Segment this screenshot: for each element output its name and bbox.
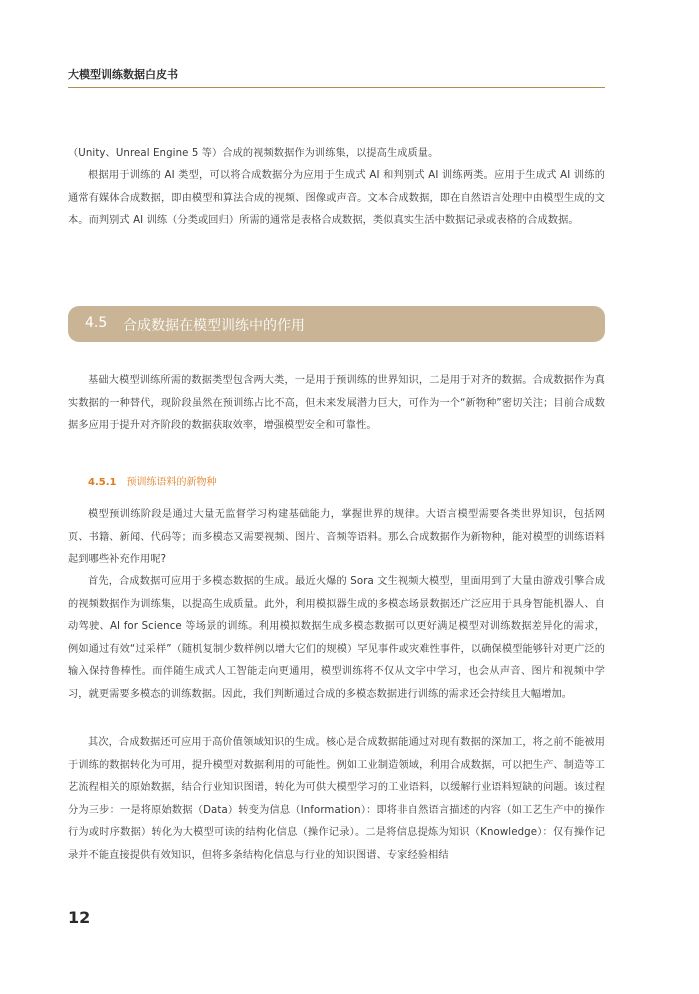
section-title: 合成数据在模型训练中的作用	[123, 318, 305, 334]
paragraph-domain-knowledge: 其次，合成数据还可应用于高价值领域知识的生成。核心是合成数据能通过对现有数据的深加工，将之前不能被用于训练的数据转化为可用，提升模型对数据利用的可能性。例如工业制造领域，利用合成数据，可以把生产、制造等工艺流程相关的原始数据，结合行业知识图谱，转化为可供大模型学习的工业语料，以缓解行业语料短缺的问题。该过程分为三步：一是将原始数据（Data）转变为信息（Information）：即将非自然语言描述的内容（如工艺生产中的操作行为或时序数据）转化为大模型可读的结构化信息（操作记录）。二是将信息提炼为知识（Knowledge）：仅有操作记录并不能直接提供有效知识，但将多条结构化信息与行业的知识图谱、专家经验相结	[68, 737, 605, 861]
paragraph-pretraining: 模型预训练阶段是通过大量无监督学习构建基础能力，掌握世界的规律。大语言模型需要各类世界知识，包括网页、书籍、新闻、代码等；而多模态又需要视频、图片、音频等语料。那么合成数据作为新物种，能对模型的训练语料起到哪些补充作用呢?	[68, 509, 605, 565]
section-number: 4.5	[85, 315, 108, 331]
section-heading-band	[68, 306, 605, 342]
paragraph-section-intro: 基础大模型训练所需的数据类型包含两大类，一是用于预训练的世界知识，二是用于对齐的数据。合成数据作为真实数据的一种替代，现阶段虽然在预训练占比不高，但未来发展潜力巨大，可作为一个“新物种”密切关注；目前合成数据多应用于提升对齐阶段的数据获取效率，增强模型安全和可靠性。	[68, 375, 605, 431]
header-divider	[68, 87, 605, 88]
running-header: 大模型训练数据白皮书	[68, 68, 178, 81]
subsection-title: 预训练语料的新物种	[126, 477, 217, 488]
paragraph-multimodal: 首先，合成数据可应用于多模态数据的生成。最近火爆的 Sora 文生视频大模型，里面用到了大量由游戏引擎合成的视频数据作为训练集，以提高生成质量。此外，利用模拟器生成的多模态场景数据还广泛应用于具身智能机器人、自动驾驶、AI for Science 等场景的训练。利用模拟数据生成多模态数据可以更好满足模型对训练数据差异化的需求，例如通过有效“过采样”（随机复制少数样例以增大它们的规模）罕见事件或灾难性事件，以确保模型能够针对更广泛的输入保持鲁棒性。而伴随生成式人工智能走向更通用，模型训练将不仅从文字中学习，也会从声音、图片和视频中学习，就更需要多模态的训练数据。因此，我们判断通过合成的多模态数据进行训练的需求还会持续且大幅增加。	[68, 576, 605, 700]
subsection-heading	[88, 473, 216, 488]
subsection-number: 4.5.1	[88, 477, 117, 488]
paragraph-ai-types: 根据用于训练的 AI 类型，可以将合成数据分为应用于生成式 AI 和判别式 AI 训练两类。应用于生成式 AI 训练的通常有媒体合成数据，即由模型和算法合成的视频、图像或声音。文本合成数据，即在自然语言处理中由模型生成的文本。而判别式 AI 训练（分类或回归）所需的通常是表格合成数据，类似真实生活中数据记录或表格的合成数据。	[68, 170, 605, 226]
page-number: 12	[68, 908, 91, 927]
paragraph-continued: （Unity、Unreal Engine 5 等）合成的视频数据作为训练集，以提高生成质量。	[68, 148, 439, 159]
